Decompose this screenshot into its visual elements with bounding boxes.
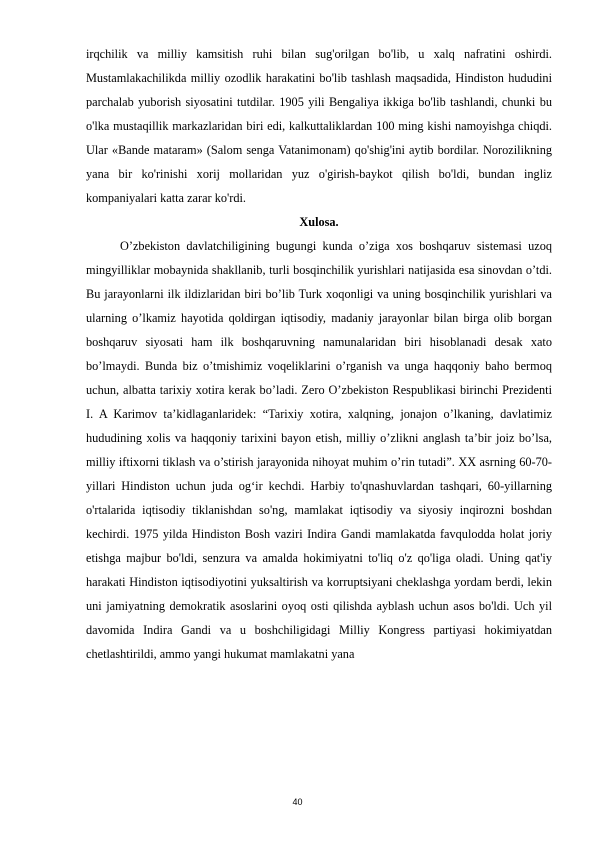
section-heading: Xulosa. <box>299 215 339 229</box>
conclusion-paragraph: O’zbekiston davlatchiligining bugungi kunda o’ziga xos boshqaruv sistemasi uzoq mingyilliklar mobaynida shakllanib, turli bosqinchilik yurishlari natijasida esa sinovdan o’tdi. Bu jarayonlarni ilk ildizlaridan biri bo’lib Turk xoqonligi va uning bosqinchilik yurishlari va ularning o’lkamiz hayotida qoldirgan iqtisodiy, madaniy jarayonlar bilan birga olib borgan boshqaruv siyosati ham ilk boshqaruvning namunalaridan biri hisoblanadi desak xato bo’lmaydi. Bunda biz o’tmishimiz voqeliklarini o’rganish va unga haqqoniy baho bermoq uchun, albatta tarixiy xotira kerak bo’ladi. Zero O’zbekiston Respublikasi birinchi Prezidenti I. A Karimov ta’kidlaganlaridek: “Tarixiy xotira, xalqning, jonajon o’lkaning, davlatimiz hududining xolis va haqqoniy tarixini bayon etish, milliy o’zlikni anglash ta’bir joiz bo’lsa, milliy iftixorni tiklash va o’stirish jarayonida nihoyat muhim o’rin tutadi”. XX asrning 60-70-yillari Hindiston uchun juda og‘ir kechdi. Harbiy to'qnashuvlardan tashqari, 60-yillarning o'rtalarida iqtisodiy tiklanishdan so'ng, mamlakat iqtisodiy va siyosiy inqirozni boshdan kechirdi. 1975 yilda Hindiston Bosh vaziri Indira Gandi mamlakatda favqulodda holat joriy etishga majbur bo'ldi, senzura va amalda hokimiyatni to'liq o'z qo'liga oladi. Uning qat'iy harakati Hindiston iqtisodiyotini yuksaltirish va korruptsiyani cheklashga yordam berdi, lekin uni jamiyatning demokratik asoslarini oyoq osti qilishda ayblash uchun asos bo'ldi. Uch yil davomida Indira Gandi va u boshchiligidagi Milliy Kongress partiyasi hokimiyatdan chetlashtirildi, ammo yangi hukumat mamlakatni yana <box>86 239 552 661</box>
page-number: 40 <box>292 797 303 807</box>
intro-paragraph: irqchilik va milliy kamsitish ruhi bilan sug'orilgan bo'lib, u xalq nafratini oshirdi. Mustamlakachilikda milliy ozodlik harakatini bo'lib tashlash maqsadida, Hindiston hududini parchalab yuborish siyosatini tutdilar. 1905 yili Bengaliya ikkiga bo'lib tashlandi, chunki bu o'lka mustaqillik markazlaridan biri edi, kalkuttaliklardan 100 ming kishi namoyishga chiqdi. Ular «Bande mataram» (Salom senga Vatanimonam) qo'shig'ini aytib bordilar. Norozilikning yana bir ko'rinishi xorij mollaridan yuz o'girish-baykot qilish bo'ldi, bundan ingliz kompaniyalari katta zarar ko'rdi. <box>86 47 552 205</box>
page-body <box>86 42 552 666</box>
